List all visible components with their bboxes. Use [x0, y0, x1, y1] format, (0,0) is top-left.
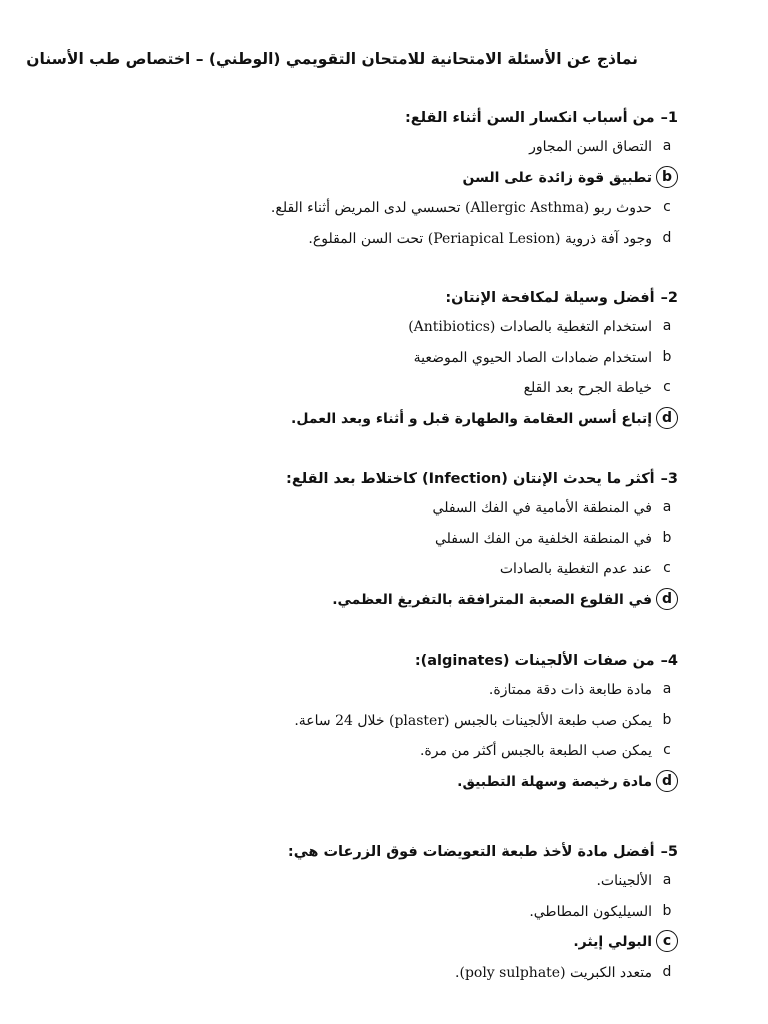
- question-text: من أسباب انكسار السن أثناء القلع:: [404, 110, 655, 126]
- option-letter: c: [663, 199, 671, 215]
- question-number: 4–: [660, 653, 678, 669]
- option-text: في المنطقة الخلفية من الفك السفلي: [434, 530, 652, 547]
- option-letter: b: [662, 711, 672, 728]
- option-b: [40, 524, 678, 555]
- option-c: [40, 554, 678, 585]
- question-text: من صفات الألجينات (alginates):: [414, 653, 655, 669]
- option-text: استخدام التغطية بالصادات (Antibiotics): [408, 319, 652, 335]
- option-d: [40, 958, 678, 989]
- option-text: استخدام ضمادات الصاد الحيوي الموضعية: [413, 349, 652, 366]
- question-2: [40, 284, 678, 434]
- option-text: حدوث ربو (Allergic Asthma) تحسسي لدى المريض أثناء القلع.: [270, 200, 652, 216]
- question-5: [40, 838, 678, 988]
- option-text: السيليكون المطاطي.: [529, 903, 652, 920]
- option-letter: b: [662, 902, 672, 919]
- option-text: متعدد الكبريت (poly sulphate).: [455, 964, 652, 981]
- option-text: خياطة الجرح بعد القلع: [523, 380, 652, 396]
- option-text: مادة رخيصة وسهلة التطبيق.: [457, 773, 652, 790]
- option-a: [40, 132, 678, 163]
- question-text: أفضل مادة لأخذ طبعة التعويضات فوق الزرعات هي:: [287, 844, 655, 860]
- option-a: [40, 675, 678, 706]
- option-c: [40, 193, 678, 224]
- question-1: [40, 104, 678, 254]
- option-text: في القلوع الصعبة المترافقة بالتفريغ العظمي.: [332, 591, 652, 608]
- option-b: [40, 343, 678, 374]
- option-a: [40, 866, 678, 897]
- option-letter-circled: b: [656, 166, 678, 188]
- option-text: تطبيق قوة زائدة على السن: [462, 169, 652, 186]
- option-c: [40, 373, 678, 404]
- option-text: عند عدم التغطية بالصادات: [499, 561, 652, 577]
- option-d-correct: [40, 767, 678, 798]
- option-d-correct: [40, 585, 678, 616]
- page-title: نماذج عن الأسئلة الامتحانية للامتحان التقويمي (الوطني) – اختصاص طب الأسنان: [26, 50, 638, 68]
- option-text: وجود آفة ذروية (Periapical Lesion) تحت السن المقلوع.: [308, 230, 652, 247]
- option-b: [40, 897, 678, 928]
- question-number: 2–: [660, 290, 678, 306]
- option-text: البولي إيثر.: [573, 934, 652, 950]
- question-4: [40, 647, 678, 797]
- option-letter: d: [662, 229, 672, 246]
- question-text: أفضل وسيلة لمكافحة الإنتان:: [445, 290, 655, 306]
- option-letter: c: [663, 742, 671, 758]
- option-d-correct: [40, 404, 678, 435]
- option-b-correct: [40, 163, 678, 194]
- option-letter: a: [662, 681, 672, 697]
- option-d: [40, 224, 678, 255]
- option-text: مادة طابعة ذات دقة ممتازة.: [488, 682, 652, 698]
- option-letter: b: [662, 529, 672, 546]
- option-letter: a: [662, 138, 672, 154]
- option-letter-circled: c: [656, 930, 678, 952]
- option-text: التصاق السن المجاور: [529, 139, 652, 155]
- option-text: الألجينات.: [596, 873, 652, 889]
- question-number: 1–: [660, 110, 678, 126]
- question-header: [40, 104, 678, 132]
- question-header: [40, 284, 678, 312]
- question-3: [40, 465, 678, 615]
- option-text: في المنطقة الأمامية في الفك السفلي: [432, 500, 652, 516]
- question-header: [40, 838, 678, 866]
- option-b: [40, 706, 678, 737]
- option-text: إتباع أسس العقامة والطهارة قبل و أثناء وبعد العمل.: [291, 410, 652, 427]
- option-letter: a: [662, 318, 672, 334]
- option-text: يمكن صب طبعة الألجينات بالجبس (plaster) خلال 24 ساعة.: [294, 712, 652, 729]
- option-c: [40, 736, 678, 767]
- option-letter-circled: d: [656, 588, 678, 610]
- option-letter: a: [662, 872, 672, 888]
- option-a: [40, 312, 678, 343]
- option-a: [40, 493, 678, 524]
- option-letter: b: [662, 348, 672, 365]
- option-letter: a: [662, 499, 672, 515]
- option-c-correct: [40, 927, 678, 958]
- option-text: يمكن صب الطبعة بالجبس أكثر من مرة.: [419, 743, 652, 759]
- option-letter: d: [662, 963, 672, 980]
- question-number: 3–: [660, 471, 678, 487]
- question-number: 5–: [660, 844, 678, 860]
- option-letter-circled: d: [656, 407, 678, 429]
- question-header: [40, 647, 678, 675]
- option-letter: c: [663, 560, 671, 576]
- option-letter: c: [663, 379, 671, 395]
- question-text: أكثر ما يحدث الإنتان (Infection) كاختلاط بعد القلع:: [286, 471, 655, 487]
- question-header: [40, 465, 678, 493]
- option-letter-circled: d: [656, 770, 678, 792]
